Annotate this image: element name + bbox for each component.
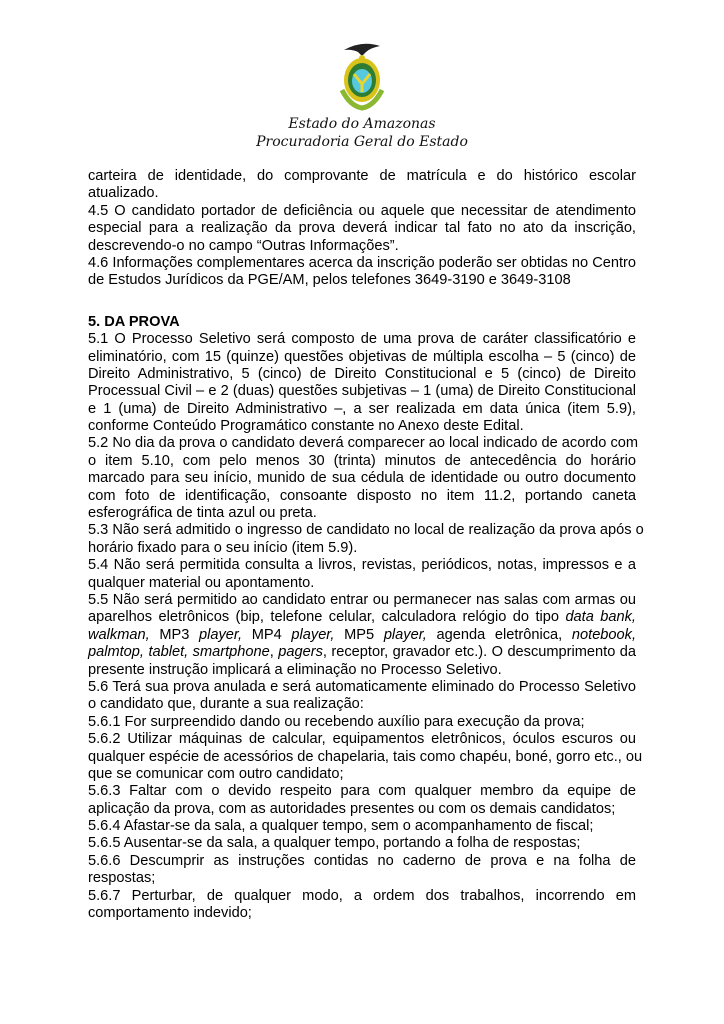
paragraph [88,592,636,679]
paragraph [88,835,636,852]
text-run: MP3 [149,626,200,643]
text-line: 5.6.7 Perturbar, de qualquer modo, a ordem dos trabalhos, incorrendo em [88,887,636,904]
paragraph [88,168,636,203]
text-line [88,627,636,644]
text-line: 5.6.6 Descumprir as instruções contidas no caderno de prova e na folha de [88,852,636,869]
text-line: marcado para seu início, munido de sua cédula de identidade ou outro documento [88,470,636,487]
text-line: qualquer espécie de acessórios de chapelaria, tais como chapéu, boné, gorro etc., ou [88,748,643,765]
paragraph [88,853,636,888]
italic-term: data bank, [565,609,636,626]
text-line: carteira de identidade, do comprovante de matrícula e do histórico escolar [88,168,636,184]
italic-term: player, [199,626,243,643]
text-line: 5.6.1 For surpreendido dando ou recebendo auxílio para execução da prova; [88,713,585,730]
paragraph [88,331,636,435]
text-line: o candidato que, durante a sua realização: [88,696,364,713]
text-line [88,609,636,626]
text-line: respostas; [88,870,156,887]
text-line: 5.6.2 Utilizar máquinas de calcular, equipamentos eletrônicos, óculos escuros ou [88,731,636,748]
paragraph [88,731,643,783]
text-line: 5.6 Terá sua prova anulada e será automaticamente eliminado do Processo Seletivo [88,678,636,695]
text-line: e 1 (uma) de Direito Administrativo –, a ser realizada em data única (item 5.9), [88,400,636,417]
text-run: MP4 [242,626,292,643]
paragraph [88,818,636,835]
italic-term: notebook, [571,626,637,643]
paragraph [88,435,639,522]
text-run: agenda eletrônica, [426,626,572,643]
text-run: , receptor, gravador etc.). O descumprimento da [322,644,637,661]
text-line: 5.4 Não será permitida consulta a livros, revistas, periódicos, notas, impressos e a [88,557,636,574]
text-line: com foto de identificação, consoante disposto no item 11.2, portando caneta [88,487,636,504]
header-agency-name: Procuradoria Geral do Estado [256,134,468,150]
text-line: o item 5.10, com pelo menos 30 (trinta) minutos de antecedência do horário [88,452,636,469]
text-line [88,662,636,679]
paragraph [88,679,636,714]
paragraph [88,557,636,592]
text-run: presente instrução implicará a eliminação no Processo Seletivo. [88,661,502,678]
text-line: qualquer material ou apontamento. [88,574,315,591]
text-line: 5.6.3 Faltar com o devido respeito para com qualquer membro da equipe de [88,783,636,800]
text-line: esferográfica de tinta azul ou preta. [88,505,317,522]
text-line: que se comunicar com outro candidato; [88,765,344,782]
section-heading: 5. DA PROVA [88,313,180,330]
text-line: conforme Conteúdo Programático constante no Anexo deste Edital. [88,418,524,435]
text-run: aparelhos eletrônicos (bip, telefone celular, calculadora relógio do tipo [88,609,566,626]
text-line: de Estudos Jurídicos da PGE/AM, pelos telefones 3649-3190 e 3649-3108 [88,272,571,289]
text-line: comportamento indevido; [88,905,252,922]
header-state-name: Estado do Amazonas [288,116,436,132]
text-line: 5.6.4 Afastar-se da sala, a qualquer tempo, sem o acompanhamento de fiscal; [88,818,594,835]
italic-term: walkman, [88,626,150,643]
text-line: 5.6.5 Ausentar-se da sala, a qualquer tempo, portando a folha de respostas; [88,835,581,852]
paragraph [88,783,636,818]
text-line: 5.3 Não será admitido o ingresso de candidato no local de realização da prova após o [88,522,644,539]
paragraph [88,203,636,255]
text-line: descrevendo-o no campo “Outras Informações”. [88,237,399,254]
paragraph [88,888,636,923]
text-line: aplicação da prova, com as autoridades presentes ou com os demais candidatos; [88,800,616,817]
text-run: 5.5 Não será permitido ao candidato entrar ou permanecer nas salas com armas ou [88,591,636,608]
text-line [88,592,636,609]
text-run: MP5 [334,626,384,643]
text-line: Processual Civil – e 2 (duas) questões subjetivas – 1 (uma) de Direito Constitucional [88,383,636,400]
spacer [88,290,636,314]
document-body [88,168,644,922]
paragraph [88,255,636,290]
paragraph [88,522,644,557]
italic-term: player, [291,626,335,643]
text-line: 5.1 O Processo Seletivo será composto de uma prova de caráter classificatório e [88,331,636,348]
text-run: , [269,644,279,661]
text-line: 4.6 Informações complementares acerca da inscrição poderão ser obtidas no Centro [88,254,636,271]
italic-term: palmtop, tablet, smartphone [88,644,270,661]
text-line: atualizado. [88,185,159,202]
text-line: Direito Administrativo, 5 (cinco) de Direito Constitucional e 5 (cinco) de Direito [88,365,636,382]
state-seal-logo [336,40,388,115]
italic-term: pagers [278,644,323,661]
italic-term: player, [383,626,427,643]
text-line: 4.5 O candidato portador de deficiência ou aquele que necessitar de atendimento [88,202,636,219]
text-line: especial para a realização da prova deverá indicar tal fato no ato da inscrição, [88,220,636,237]
text-line [88,644,636,661]
text-line: eliminatório, com 15 (quinze) questões objetivas de múltipla escolha – 5 (cinco) de [88,348,636,365]
text-line: 5.2 No dia da prova o candidato deverá comparecer ao local indicado de acordo com [88,435,639,452]
text-line: horário fixado para o seu início (item 5.9). [88,539,358,556]
paragraph [88,714,636,731]
